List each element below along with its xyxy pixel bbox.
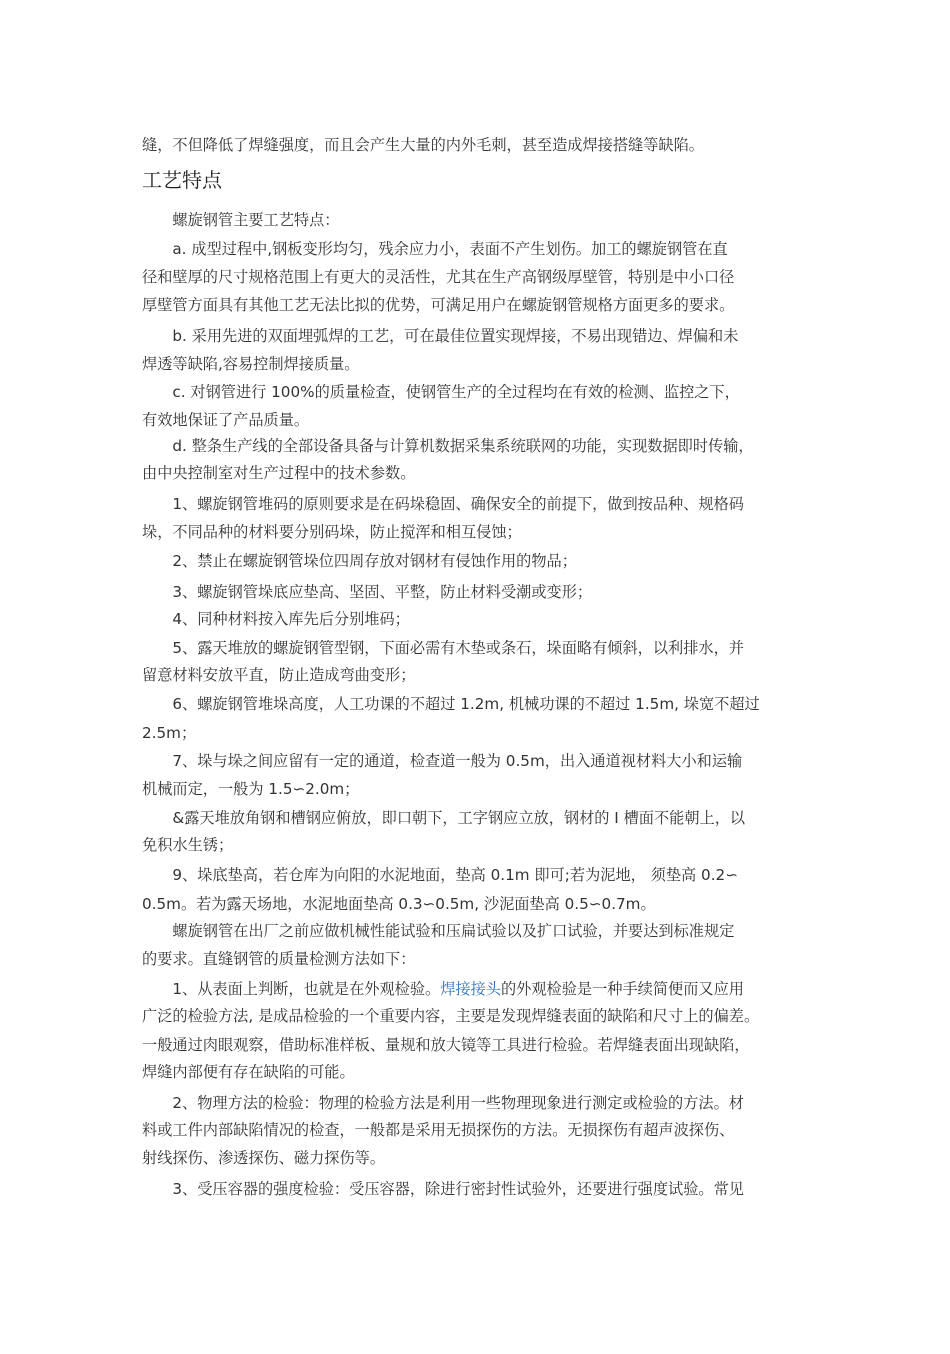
paragraph-line: 4、同种材料按入库先后分别堆码； <box>142 610 410 628</box>
paragraph-line: 一般通过肉眼观察，借助标准样板、量规和放大镜等工具进行检验。若焊缝表面出现缺陷， <box>142 1036 750 1054</box>
paragraph-line: 螺旋钢管在出厂之前应做机械性能试验和压扁试验以及扩口试验，并要达到标准规定 <box>142 922 735 940</box>
paragraph-line: 的要求。直缝钢管的质量检测方法如下： <box>142 950 416 968</box>
paragraph-line: 垛，不同品种的材料要分别码垛，防止搅浑和相互侵蚀； <box>142 523 522 541</box>
paragraph-line: 缝，不但降低了焊缝强度，而且会产生大量的内外毛刺，甚至造成焊接搭缝等缺陷。 <box>142 136 704 154</box>
paragraph-line: b. 采用先进的双面埋弧焊的工艺，可在最佳位置实现焊接，不易出现错边、焊偏和未 <box>142 327 739 345</box>
paragraph-line: 2.5m； <box>142 724 197 742</box>
paragraph-line: 3、受压容器的强度检验：受压容器，除进行密封性试验外，还要进行强度试验。常见 <box>142 1180 744 1198</box>
link-line-before: 1、从表面上判断，也就是在外观检验。 <box>142 980 441 998</box>
paragraph-line: 6、螺旋钢管堆垛高度，人工功课的不超过 1.2m, 机械功课的不超过 1.5m, 垛宽不超过 <box>142 695 760 713</box>
paragraph-line: 料或工件内部缺陷情况的检查，一般都是采用无损探伤的方法。无损探伤有超声波探伤、 <box>142 1121 735 1139</box>
paragraph-line: 5、露天堆放的螺旋钢管型钢，下面必需有木垫或条石，垛面略有倾斜，以利排水，并 <box>142 639 744 657</box>
paragraph-line: 机械而定，一般为 1.5∽2.0m； <box>142 780 360 798</box>
paragraph-line: 9、垛底垫高，若仓库为向阳的水泥地面，垫高 0.1m 即可;若为泥地， 须垫高 0.2∽ <box>142 866 738 884</box>
paragraph-line: 焊透等缺陷,容易控制焊接质量。 <box>142 355 360 373</box>
paragraph-line: &露天堆放角钢和槽钢应俯放，即口朝下，工字钢应立放，钢材的 I 槽面不能朝上，以 <box>142 809 746 827</box>
paragraph-line: 径和壁厚的尺寸规格范围上有更大的灵活性，尤其在生产高钢级厚壁管，特别是中小口径 <box>142 268 735 286</box>
paragraph-line: 2、禁止在螺旋钢管垛位四周存放对钢材有侵蚀作用的物品； <box>142 552 577 570</box>
paragraph-line: d. 整条生产线的全部设备具备与计算机数据采集系统联网的功能，实现数据即时传输， <box>142 437 754 455</box>
paragraph-line: 广泛的检验方法, 是成品检验的一个重要内容，主要是发现焊缝表面的缺陷和尺寸上的偏差。 <box>142 1007 760 1025</box>
link-line-after: 的外观检验是一种手续简便而又应用 <box>500 980 744 998</box>
paragraph-line: 3、螺旋钢管垛底应垫高、坚固、平整，防止材料受潮或变形； <box>142 583 593 601</box>
paragraph-line: a. 成型过程中,钢板变形均匀，残余应力小，表面不产生划伤。加工的螺旋钢管在直 <box>142 240 728 258</box>
paragraph-line-with-link <box>142 979 744 999</box>
paragraph-line: 留意材料安放平直，防止造成弯曲变形； <box>142 666 416 684</box>
paragraph-line: 厚壁管方面具有其他工艺无法比拟的优势，可满足用户在螺旋钢管规格方面更多的要求。 <box>142 296 735 314</box>
paragraph-line: 焊缝内部便有存在缺陷的可能。 <box>142 1063 355 1081</box>
paragraph-line: c. 对钢管进行 100%的质量检查，使钢管生产的全过程均在有效的检测、监控之下， <box>142 383 740 401</box>
paragraph-line: 1、螺旋钢管堆码的原则要求是在码垛稳固、确保安全的前提下，做到按品种、规格码 <box>142 495 744 513</box>
paragraph-line: 射线探伤、渗透探伤、磁力探伤等。 <box>142 1149 385 1167</box>
paragraph-line: 免积水生锈； <box>142 836 234 854</box>
paragraph-line: 有效地保证了产品质量。 <box>142 411 310 429</box>
paragraph-line: 2、物理方法的检验：物理的检验方法是利用一些物理现象进行测定或检验的方法。材 <box>142 1094 744 1112</box>
paragraph-line: 由中央控制室对生产过程中的技术参数。 <box>142 464 416 482</box>
paragraph-line: 7、垛与垛之间应留有一定的通道，检查道一般为 0.5m，出入通道视材料大小和运输 <box>142 752 743 770</box>
paragraph-line: 0.5m。若为露天场地，水泥地面垫高 0.3∽0.5m, 沙泥面垫高 0.5∽0.7m。 <box>142 895 656 913</box>
section-heading: 工艺特点 <box>142 168 222 192</box>
paragraph-line: 螺旋钢管主要工艺特点： <box>142 211 340 229</box>
welded-joint-link[interactable]: 焊接接头 <box>440 980 501 998</box>
